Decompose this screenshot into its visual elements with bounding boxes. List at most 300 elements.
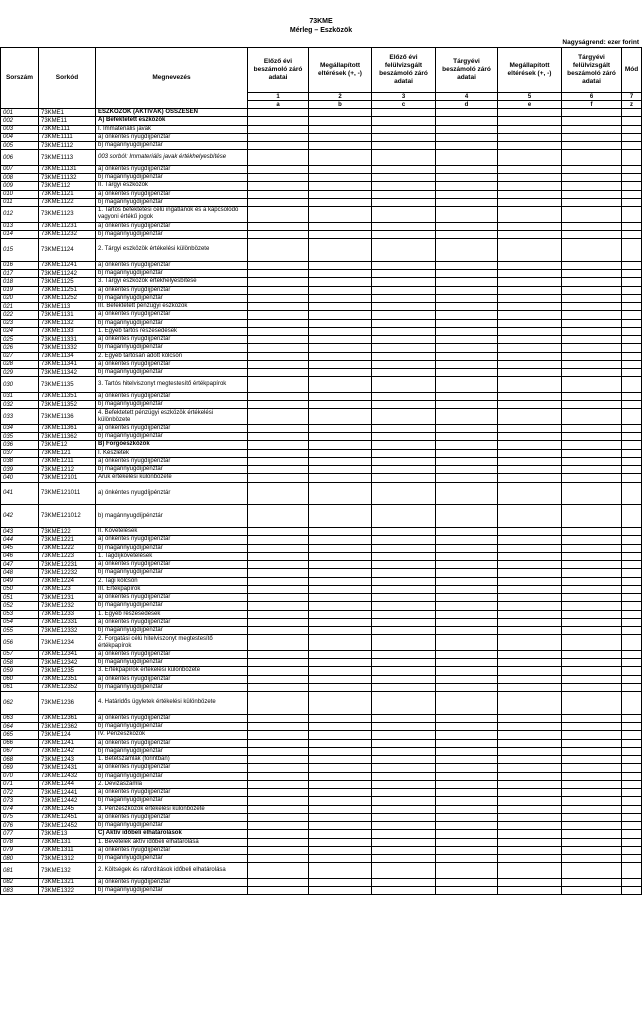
- value-cell-1[interactable]: [248, 830, 309, 838]
- value-cell-3[interactable]: [372, 594, 436, 602]
- value-cell-3[interactable]: [372, 198, 436, 206]
- value-cell-4[interactable]: [436, 352, 498, 360]
- value-cell-1[interactable]: [248, 635, 309, 651]
- value-cell-3[interactable]: [372, 222, 436, 230]
- value-cell-6[interactable]: [562, 739, 622, 747]
- value-cell-3[interactable]: [372, 552, 436, 560]
- value-cell-4[interactable]: [436, 344, 498, 352]
- value-cell-3[interactable]: [372, 230, 436, 238]
- value-cell-3[interactable]: [372, 731, 436, 739]
- value-cell-4[interactable]: [436, 838, 498, 846]
- value-cell-6[interactable]: [562, 780, 622, 788]
- value-cell-3[interactable]: [372, 692, 436, 715]
- value-cell-2[interactable]: [309, 723, 372, 731]
- value-cell-1[interactable]: [248, 117, 309, 125]
- value-cell-3[interactable]: [372, 863, 436, 879]
- value-cell-5[interactable]: [498, 863, 562, 879]
- value-cell-3[interactable]: [372, 764, 436, 772]
- value-cell-4[interactable]: [436, 505, 498, 528]
- value-cell-7[interactable]: [622, 441, 642, 449]
- value-cell-4[interactable]: [436, 594, 498, 602]
- value-cell-1[interactable]: [248, 528, 309, 536]
- value-cell-1[interactable]: [248, 772, 309, 780]
- value-cell-5[interactable]: [498, 667, 562, 675]
- value-cell-1[interactable]: [248, 336, 309, 344]
- value-cell-4[interactable]: [436, 222, 498, 230]
- value-cell-2[interactable]: [309, 125, 372, 133]
- value-cell-5[interactable]: [498, 401, 562, 409]
- value-cell-4[interactable]: [436, 714, 498, 722]
- value-cell-1[interactable]: [248, 125, 309, 133]
- value-cell-7[interactable]: [622, 692, 642, 715]
- value-cell-3[interactable]: [372, 569, 436, 577]
- value-cell-4[interactable]: [436, 764, 498, 772]
- value-cell-5[interactable]: [498, 618, 562, 626]
- value-cell-6[interactable]: [562, 336, 622, 344]
- value-cell-7[interactable]: [622, 392, 642, 400]
- value-cell-2[interactable]: [309, 789, 372, 797]
- value-cell-1[interactable]: [248, 286, 309, 294]
- value-cell-7[interactable]: [622, 474, 642, 482]
- value-cell-4[interactable]: [436, 887, 498, 895]
- value-cell-2[interactable]: [309, 805, 372, 813]
- value-cell-7[interactable]: [622, 270, 642, 278]
- value-cell-2[interactable]: [309, 813, 372, 821]
- value-cell-5[interactable]: [498, 822, 562, 830]
- value-cell-3[interactable]: [372, 561, 436, 569]
- value-cell-1[interactable]: [248, 294, 309, 302]
- value-cell-7[interactable]: [622, 561, 642, 569]
- value-cell-3[interactable]: [372, 846, 436, 854]
- value-cell-2[interactable]: [309, 360, 372, 368]
- value-cell-3[interactable]: [372, 780, 436, 788]
- value-cell-2[interactable]: [309, 863, 372, 879]
- value-cell-5[interactable]: [498, 449, 562, 457]
- value-cell-1[interactable]: [248, 352, 309, 360]
- value-cell-1[interactable]: [248, 659, 309, 667]
- value-cell-1[interactable]: [248, 109, 309, 117]
- value-cell-7[interactable]: [622, 239, 642, 262]
- value-cell-1[interactable]: [248, 846, 309, 854]
- value-cell-1[interactable]: [248, 198, 309, 206]
- value-cell-3[interactable]: [372, 303, 436, 311]
- value-cell-2[interactable]: [309, 190, 372, 198]
- value-cell-2[interactable]: [309, 683, 372, 691]
- value-cell-2[interactable]: [309, 230, 372, 238]
- value-cell-5[interactable]: [498, 344, 562, 352]
- value-cell-4[interactable]: [436, 117, 498, 125]
- value-cell-5[interactable]: [498, 675, 562, 683]
- value-cell-4[interactable]: [436, 286, 498, 294]
- value-cell-4[interactable]: [436, 797, 498, 805]
- value-cell-1[interactable]: [248, 863, 309, 879]
- value-cell-1[interactable]: [248, 174, 309, 182]
- value-cell-1[interactable]: [248, 855, 309, 863]
- value-cell-4[interactable]: [436, 830, 498, 838]
- value-cell-7[interactable]: [622, 327, 642, 335]
- value-cell-7[interactable]: [622, 822, 642, 830]
- value-cell-5[interactable]: [498, 577, 562, 585]
- value-cell-6[interactable]: [562, 747, 622, 755]
- value-cell-6[interactable]: [562, 610, 622, 618]
- value-cell-5[interactable]: [498, 117, 562, 125]
- value-cell-6[interactable]: [562, 667, 622, 675]
- value-cell-4[interactable]: [436, 230, 498, 238]
- value-cell-6[interactable]: [562, 878, 622, 886]
- value-cell-7[interactable]: [622, 125, 642, 133]
- value-cell-1[interactable]: [248, 369, 309, 377]
- value-cell-5[interactable]: [498, 714, 562, 722]
- value-cell-1[interactable]: [248, 536, 309, 544]
- value-cell-5[interactable]: [498, 319, 562, 327]
- value-cell-5[interactable]: [498, 142, 562, 150]
- value-cell-4[interactable]: [436, 109, 498, 117]
- value-cell-7[interactable]: [622, 675, 642, 683]
- value-cell-5[interactable]: [498, 594, 562, 602]
- value-cell-3[interactable]: [372, 319, 436, 327]
- value-cell-1[interactable]: [248, 319, 309, 327]
- value-cell-7[interactable]: [622, 344, 642, 352]
- value-cell-1[interactable]: [248, 822, 309, 830]
- value-cell-7[interactable]: [622, 150, 642, 166]
- value-cell-3[interactable]: [372, 544, 436, 552]
- value-cell-5[interactable]: [498, 569, 562, 577]
- value-cell-4[interactable]: [436, 675, 498, 683]
- value-cell-3[interactable]: [372, 610, 436, 618]
- value-cell-7[interactable]: [622, 528, 642, 536]
- value-cell-1[interactable]: [248, 805, 309, 813]
- value-cell-2[interactable]: [309, 142, 372, 150]
- value-cell-2[interactable]: [309, 731, 372, 739]
- value-cell-6[interactable]: [562, 433, 622, 441]
- value-cell-3[interactable]: [372, 618, 436, 626]
- value-cell-4[interactable]: [436, 377, 498, 393]
- value-cell-5[interactable]: [498, 544, 562, 552]
- value-cell-1[interactable]: [248, 764, 309, 772]
- value-cell-3[interactable]: [372, 838, 436, 846]
- value-cell-5[interactable]: [498, 610, 562, 618]
- value-cell-5[interactable]: [498, 797, 562, 805]
- value-cell-7[interactable]: [622, 714, 642, 722]
- value-cell-7[interactable]: [622, 482, 642, 505]
- value-cell-7[interactable]: [622, 585, 642, 593]
- value-cell-6[interactable]: [562, 789, 622, 797]
- value-cell-2[interactable]: [309, 618, 372, 626]
- value-cell-1[interactable]: [248, 311, 309, 319]
- value-cell-6[interactable]: [562, 198, 622, 206]
- value-cell-6[interactable]: [562, 474, 622, 482]
- value-cell-5[interactable]: [498, 133, 562, 141]
- value-cell-1[interactable]: [248, 392, 309, 400]
- value-cell-3[interactable]: [372, 822, 436, 830]
- value-cell-1[interactable]: [248, 569, 309, 577]
- value-cell-7[interactable]: [622, 117, 642, 125]
- value-cell-7[interactable]: [622, 182, 642, 190]
- value-cell-5[interactable]: [498, 311, 562, 319]
- value-cell-1[interactable]: [248, 731, 309, 739]
- value-cell-7[interactable]: [622, 602, 642, 610]
- value-cell-7[interactable]: [622, 552, 642, 560]
- value-cell-6[interactable]: [562, 675, 622, 683]
- value-cell-4[interactable]: [436, 319, 498, 327]
- value-cell-3[interactable]: [372, 133, 436, 141]
- value-cell-1[interactable]: [248, 723, 309, 731]
- value-cell-7[interactable]: [622, 813, 642, 821]
- value-cell-7[interactable]: [622, 352, 642, 360]
- value-cell-1[interactable]: [248, 561, 309, 569]
- value-cell-4[interactable]: [436, 360, 498, 368]
- value-cell-6[interactable]: [562, 117, 622, 125]
- value-cell-4[interactable]: [436, 780, 498, 788]
- value-cell-7[interactable]: [622, 230, 642, 238]
- value-cell-7[interactable]: [622, 723, 642, 731]
- value-cell-3[interactable]: [372, 344, 436, 352]
- value-cell-2[interactable]: [309, 772, 372, 780]
- value-cell-2[interactable]: [309, 270, 372, 278]
- value-cell-4[interactable]: [436, 174, 498, 182]
- value-cell-4[interactable]: [436, 482, 498, 505]
- value-cell-3[interactable]: [372, 797, 436, 805]
- value-cell-2[interactable]: [309, 222, 372, 230]
- value-cell-5[interactable]: [498, 528, 562, 536]
- value-cell-2[interactable]: [309, 207, 372, 223]
- value-cell-1[interactable]: [248, 683, 309, 691]
- value-cell-7[interactable]: [622, 294, 642, 302]
- value-cell-5[interactable]: [498, 830, 562, 838]
- value-cell-5[interactable]: [498, 731, 562, 739]
- value-cell-5[interactable]: [498, 182, 562, 190]
- value-cell-5[interactable]: [498, 536, 562, 544]
- value-cell-2[interactable]: [309, 165, 372, 173]
- value-cell-4[interactable]: [436, 165, 498, 173]
- value-cell-7[interactable]: [622, 536, 642, 544]
- value-cell-6[interactable]: [562, 230, 622, 238]
- value-cell-2[interactable]: [309, 780, 372, 788]
- value-cell-6[interactable]: [562, 830, 622, 838]
- value-cell-3[interactable]: [372, 830, 436, 838]
- value-cell-7[interactable]: [622, 797, 642, 805]
- value-cell-5[interactable]: [498, 739, 562, 747]
- value-cell-5[interactable]: [498, 125, 562, 133]
- value-cell-4[interactable]: [436, 207, 498, 223]
- value-cell-6[interactable]: [562, 552, 622, 560]
- value-cell-4[interactable]: [436, 577, 498, 585]
- value-cell-5[interactable]: [498, 482, 562, 505]
- value-cell-2[interactable]: [309, 536, 372, 544]
- value-cell-6[interactable]: [562, 190, 622, 198]
- value-cell-7[interactable]: [622, 505, 642, 528]
- value-cell-2[interactable]: [309, 692, 372, 715]
- value-cell-4[interactable]: [436, 855, 498, 863]
- value-cell-7[interactable]: [622, 409, 642, 425]
- value-cell-7[interactable]: [622, 610, 642, 618]
- value-cell-2[interactable]: [309, 311, 372, 319]
- value-cell-1[interactable]: [248, 360, 309, 368]
- value-cell-2[interactable]: [309, 528, 372, 536]
- value-cell-2[interactable]: [309, 474, 372, 482]
- value-cell-5[interactable]: [498, 278, 562, 286]
- value-cell-4[interactable]: [436, 610, 498, 618]
- value-cell-2[interactable]: [309, 838, 372, 846]
- value-cell-1[interactable]: [248, 838, 309, 846]
- value-cell-5[interactable]: [498, 747, 562, 755]
- value-cell-5[interactable]: [498, 650, 562, 658]
- value-cell-7[interactable]: [622, 747, 642, 755]
- value-cell-7[interactable]: [622, 433, 642, 441]
- value-cell-5[interactable]: [498, 360, 562, 368]
- value-cell-1[interactable]: [248, 457, 309, 465]
- value-cell-5[interactable]: [498, 352, 562, 360]
- value-cell-4[interactable]: [436, 772, 498, 780]
- value-cell-3[interactable]: [372, 286, 436, 294]
- value-cell-2[interactable]: [309, 433, 372, 441]
- value-cell-3[interactable]: [372, 756, 436, 764]
- value-cell-6[interactable]: [562, 544, 622, 552]
- value-cell-3[interactable]: [372, 675, 436, 683]
- value-cell-4[interactable]: [436, 846, 498, 854]
- value-cell-1[interactable]: [248, 602, 309, 610]
- value-cell-3[interactable]: [372, 182, 436, 190]
- value-cell-6[interactable]: [562, 561, 622, 569]
- value-cell-3[interactable]: [372, 409, 436, 425]
- value-cell-6[interactable]: [562, 165, 622, 173]
- value-cell-7[interactable]: [622, 830, 642, 838]
- value-cell-2[interactable]: [309, 544, 372, 552]
- value-cell-5[interactable]: [498, 756, 562, 764]
- value-cell-3[interactable]: [372, 667, 436, 675]
- value-cell-4[interactable]: [436, 805, 498, 813]
- value-cell-1[interactable]: [248, 482, 309, 505]
- value-cell-3[interactable]: [372, 360, 436, 368]
- value-cell-5[interactable]: [498, 635, 562, 651]
- value-cell-6[interactable]: [562, 369, 622, 377]
- value-cell-2[interactable]: [309, 424, 372, 432]
- value-cell-6[interactable]: [562, 392, 622, 400]
- value-cell-3[interactable]: [372, 109, 436, 117]
- value-cell-4[interactable]: [436, 449, 498, 457]
- value-cell-3[interactable]: [372, 327, 436, 335]
- value-cell-7[interactable]: [622, 466, 642, 474]
- value-cell-1[interactable]: [248, 190, 309, 198]
- value-cell-2[interactable]: [309, 569, 372, 577]
- value-cell-5[interactable]: [498, 764, 562, 772]
- value-cell-5[interactable]: [498, 150, 562, 166]
- value-cell-3[interactable]: [372, 474, 436, 482]
- value-cell-3[interactable]: [372, 505, 436, 528]
- value-cell-4[interactable]: [436, 813, 498, 821]
- value-cell-5[interactable]: [498, 855, 562, 863]
- value-cell-2[interactable]: [309, 756, 372, 764]
- value-cell-6[interactable]: [562, 659, 622, 667]
- value-cell-2[interactable]: [309, 278, 372, 286]
- value-cell-3[interactable]: [372, 278, 436, 286]
- value-cell-7[interactable]: [622, 336, 642, 344]
- value-cell-2[interactable]: [309, 659, 372, 667]
- value-cell-7[interactable]: [622, 133, 642, 141]
- value-cell-5[interactable]: [498, 433, 562, 441]
- value-cell-4[interactable]: [436, 822, 498, 830]
- value-cell-5[interactable]: [498, 198, 562, 206]
- value-cell-4[interactable]: [436, 731, 498, 739]
- value-cell-2[interactable]: [309, 150, 372, 166]
- value-cell-6[interactable]: [562, 756, 622, 764]
- value-cell-4[interactable]: [436, 433, 498, 441]
- value-cell-3[interactable]: [372, 723, 436, 731]
- value-cell-4[interactable]: [436, 585, 498, 593]
- value-cell-7[interactable]: [622, 222, 642, 230]
- value-cell-4[interactable]: [436, 261, 498, 269]
- value-cell-2[interactable]: [309, 133, 372, 141]
- value-cell-1[interactable]: [248, 739, 309, 747]
- value-cell-3[interactable]: [372, 714, 436, 722]
- value-cell-5[interactable]: [498, 174, 562, 182]
- value-cell-2[interactable]: [309, 457, 372, 465]
- value-cell-4[interactable]: [436, 561, 498, 569]
- value-cell-5[interactable]: [498, 207, 562, 223]
- value-cell-1[interactable]: [248, 878, 309, 886]
- value-cell-1[interactable]: [248, 618, 309, 626]
- value-cell-4[interactable]: [436, 278, 498, 286]
- value-cell-1[interactable]: [248, 261, 309, 269]
- value-cell-3[interactable]: [372, 466, 436, 474]
- value-cell-2[interactable]: [309, 585, 372, 593]
- value-cell-3[interactable]: [372, 805, 436, 813]
- value-cell-7[interactable]: [622, 627, 642, 635]
- value-cell-1[interactable]: [248, 424, 309, 432]
- value-cell-5[interactable]: [498, 190, 562, 198]
- value-cell-2[interactable]: [309, 602, 372, 610]
- value-cell-3[interactable]: [372, 772, 436, 780]
- value-cell-4[interactable]: [436, 569, 498, 577]
- value-cell-2[interactable]: [309, 635, 372, 651]
- value-cell-6[interactable]: [562, 466, 622, 474]
- value-cell-6[interactable]: [562, 635, 622, 651]
- value-cell-3[interactable]: [372, 125, 436, 133]
- value-cell-5[interactable]: [498, 552, 562, 560]
- value-cell-6[interactable]: [562, 863, 622, 879]
- value-cell-7[interactable]: [622, 174, 642, 182]
- value-cell-2[interactable]: [309, 352, 372, 360]
- value-cell-1[interactable]: [248, 692, 309, 715]
- value-cell-6[interactable]: [562, 270, 622, 278]
- value-cell-5[interactable]: [498, 441, 562, 449]
- value-cell-1[interactable]: [248, 327, 309, 335]
- value-cell-3[interactable]: [372, 683, 436, 691]
- value-cell-3[interactable]: [372, 433, 436, 441]
- value-cell-6[interactable]: [562, 409, 622, 425]
- value-cell-5[interactable]: [498, 261, 562, 269]
- value-cell-4[interactable]: [436, 635, 498, 651]
- value-cell-5[interactable]: [498, 602, 562, 610]
- value-cell-4[interactable]: [436, 303, 498, 311]
- value-cell-5[interactable]: [498, 659, 562, 667]
- value-cell-6[interactable]: [562, 424, 622, 432]
- value-cell-3[interactable]: [372, 878, 436, 886]
- value-cell-7[interactable]: [622, 142, 642, 150]
- value-cell-7[interactable]: [622, 401, 642, 409]
- value-cell-6[interactable]: [562, 109, 622, 117]
- value-cell-6[interactable]: [562, 528, 622, 536]
- value-cell-3[interactable]: [372, 117, 436, 125]
- value-cell-4[interactable]: [436, 739, 498, 747]
- value-cell-7[interactable]: [622, 569, 642, 577]
- value-cell-3[interactable]: [372, 142, 436, 150]
- value-cell-5[interactable]: [498, 838, 562, 846]
- value-cell-3[interactable]: [372, 424, 436, 432]
- value-cell-5[interactable]: [498, 474, 562, 482]
- value-cell-6[interactable]: [562, 505, 622, 528]
- value-cell-1[interactable]: [248, 474, 309, 482]
